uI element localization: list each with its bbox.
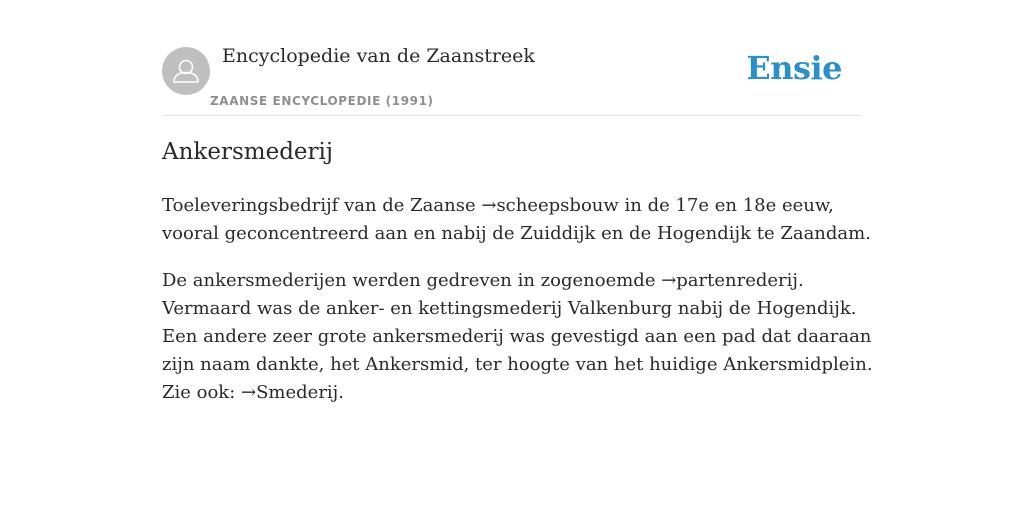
avatar[interactable] (162, 47, 210, 95)
article-paragraph (162, 267, 874, 407)
brand-logo[interactable]: Ensie (746, 49, 842, 87)
link-smederij[interactable]: →Smederij (241, 382, 339, 403)
paragraph-text: in de 17e en 18e eeuw, vooral geconcentreerd aan en nabij de Zuiddijk en de Hogendijk te Zaandam. (162, 195, 871, 244)
article-paragraph (162, 192, 874, 248)
header (162, 44, 862, 116)
source-subtitle: ZAANSE ENCYCLOPEDIE (1991) (210, 94, 434, 108)
article-title: Ankersmederij (162, 139, 334, 165)
paragraph-text: De ankersmederijen werden gedreven in zogenoemde (162, 270, 662, 291)
source-title[interactable]: Encyclopedie van de Zaanstreek (222, 45, 535, 67)
link-partenrederij[interactable]: →partenrederij (661, 270, 798, 291)
link-scheepsbouw[interactable]: →scheepsbouw (481, 195, 619, 216)
user-icon (162, 47, 210, 95)
paragraph-text: . (338, 382, 345, 403)
paragraph-text: Toeleveringsbedrijf van de Zaanse (162, 195, 482, 216)
article-body (162, 192, 874, 426)
paragraph-text: . Vermaard was de anker- en kettingsmederij Valkenburg nabij de Hogendijk. Een andere zeer grote ankersmederij was gevestigd aan een pad dat daaraan zijn naam dankte, het Ankersmid, ter hoogte van het huidige Ankersmidplein. Zie ook: (162, 270, 873, 403)
